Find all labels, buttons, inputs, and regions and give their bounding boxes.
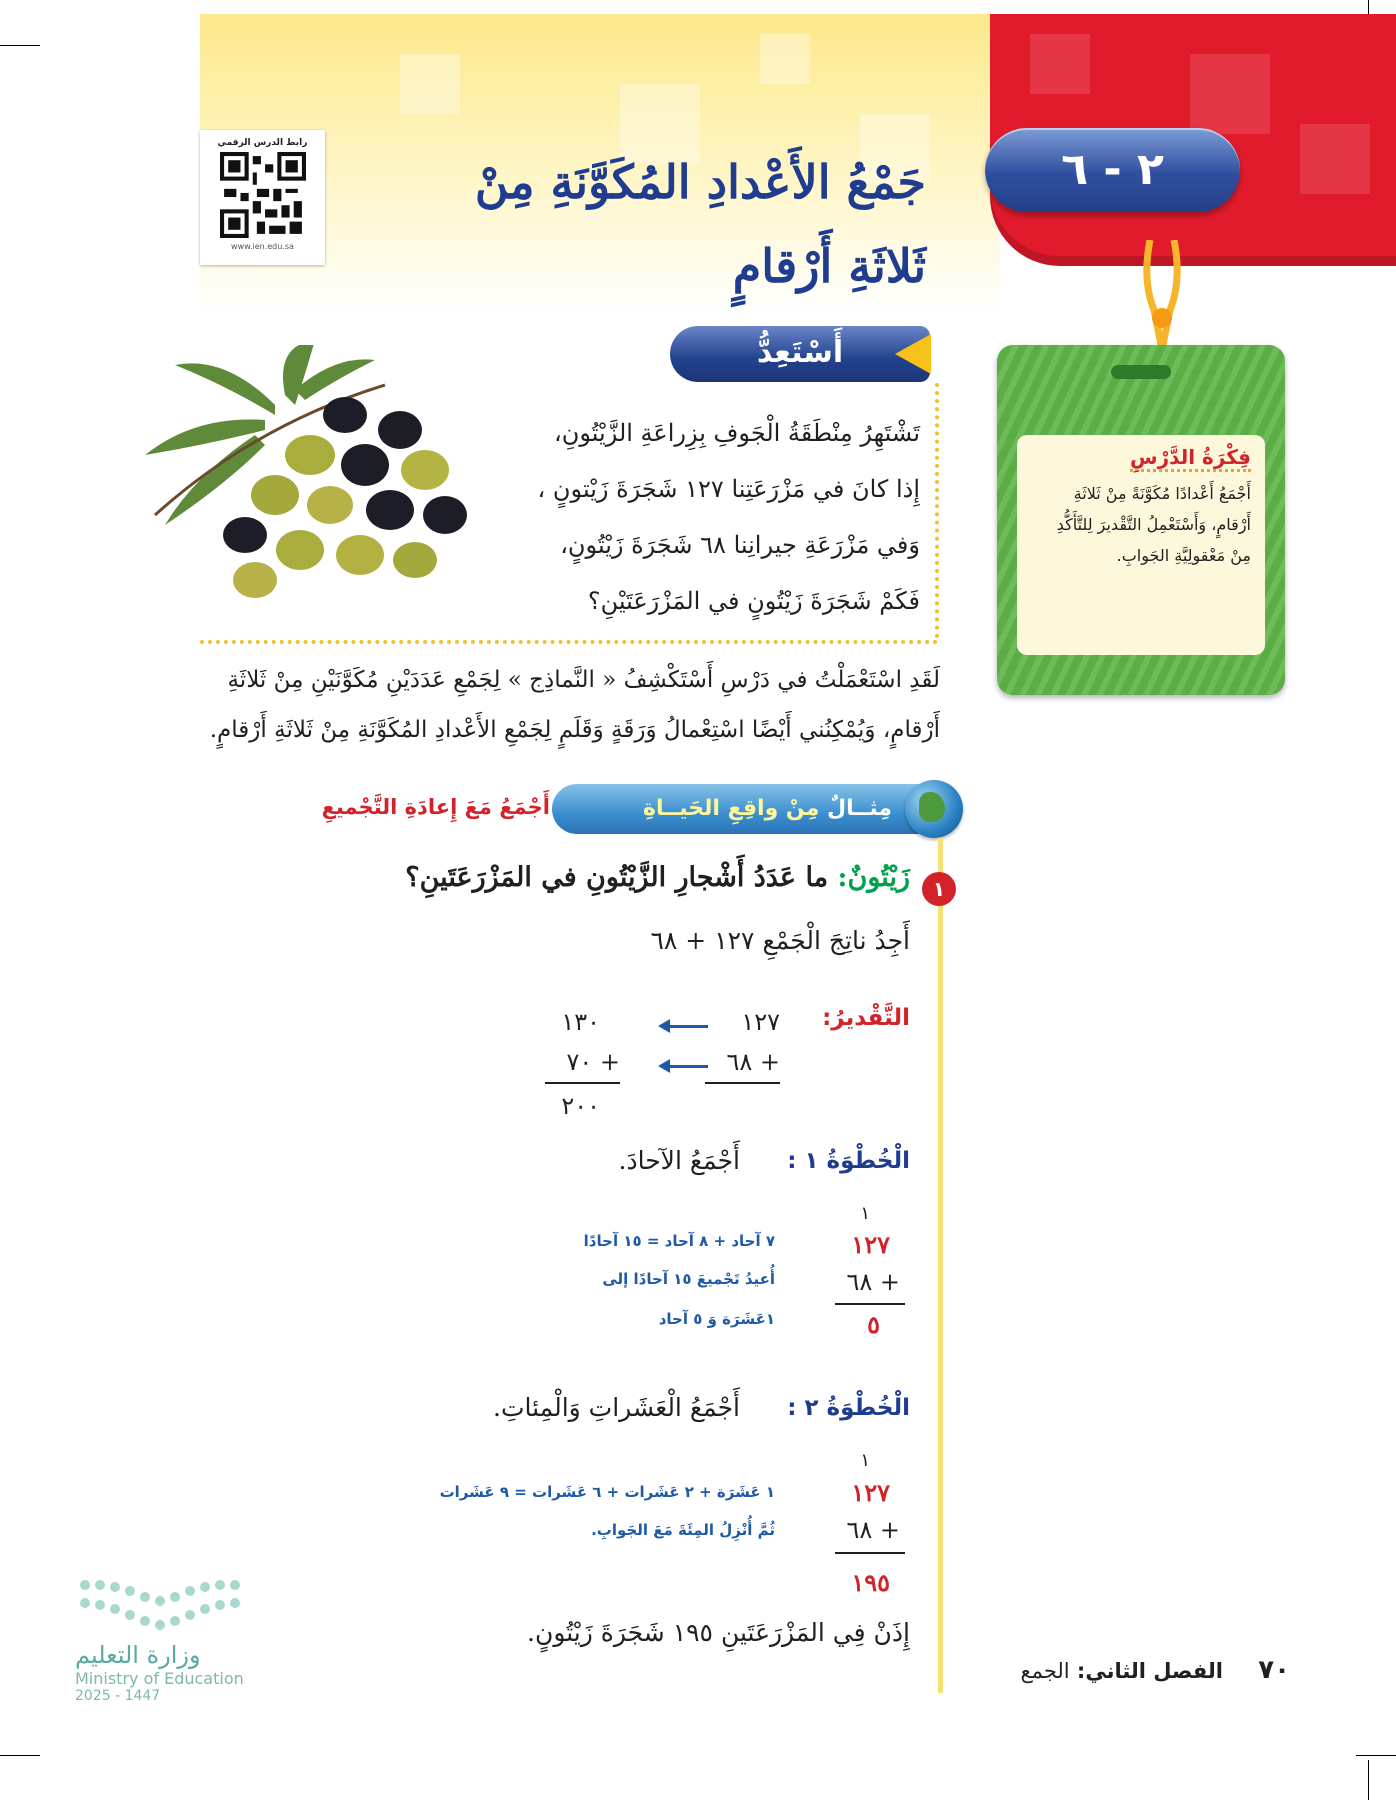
sum-rule [835, 1552, 905, 1554]
lesson-idea-title: فِكْرَةُ الدَّرْسِ [1130, 445, 1251, 472]
estimate-label: التَّقْديرُ: [822, 1005, 910, 1031]
arrow-left-icon [668, 1065, 708, 1068]
crop-mark [1356, 1755, 1396, 1756]
estimate-rounded-b: + ٧٠ [566, 1048, 620, 1076]
card-slot [1111, 365, 1171, 379]
qr-label: رابط الدرس الرقمي [217, 138, 308, 148]
sum-rule [835, 1303, 905, 1305]
crop-mark [0, 45, 40, 46]
estimate-b: + ٦٨ [726, 1048, 780, 1076]
step1-result: ٥ [867, 1310, 880, 1339]
crop-mark [1368, 1760, 1369, 1800]
qr-code-icon [220, 152, 306, 238]
intro-paragraph [200, 655, 940, 755]
ministry-logo [75, 1575, 275, 1704]
crop-mark [0, 1755, 40, 1756]
arrow-left-icon [668, 1025, 708, 1028]
page-footer [880, 1655, 1290, 1685]
estimate-rounded-a: ١٣٠ [561, 1008, 600, 1036]
olives-image [135, 345, 485, 605]
dotted-divider [935, 383, 939, 638]
qr-code-card[interactable] [200, 130, 325, 265]
step1-text: أَجْمَعُ الآحادَ. [618, 1146, 740, 1175]
ministry-logo-icon [75, 1575, 245, 1637]
step2-result: ١٩٥ [851, 1568, 890, 1597]
lesson-idea-card [997, 345, 1285, 695]
title-line-1: جَمْعُ الأَعْدادِ المُكَوَّنَةِ مِنْ [474, 155, 926, 209]
step2-carry: ١ [860, 1450, 870, 1471]
example-banner-main: مِثــالٌ [827, 796, 892, 821]
get-ready-text [470, 405, 920, 629]
step2-label: الْخُطْوَةُ ٢ : [787, 1395, 910, 1421]
ministry-name-en: Ministry of Education [75, 1669, 244, 1688]
dotted-divider [200, 640, 938, 644]
lesson-number-badge: ٢ - ٦ [985, 128, 1240, 212]
step2-text: أَجْمَعُ الْعَشَراتِ وَالْمِئاتِ. [493, 1393, 740, 1422]
title-line-2: ثَلاثَةِ أَرْقامٍ [732, 239, 926, 293]
estimate-a: ١٢٧ [741, 1008, 780, 1036]
example-margin-line [938, 838, 943, 1693]
intro-line: تَشْتَهِرُ مِنْطَقَةُ الْجَوفِ بِزِراعَةِ الزَّيْتُونِ، [554, 419, 920, 447]
step2-a: ١٢٧ [851, 1478, 890, 1507]
chapter-label: الفصل الثاني: [1076, 1659, 1223, 1683]
intro-line: إِذا كانَ في مَزْرَعَتِنا ١٢٧ شَجَرَةَ زَيْتونٍ ، [537, 475, 920, 503]
intro-line: وَفي مَزْرَعَةِ جيرانِنا ٦٨ شَجَرَةَ زَيْتُونٍ، [560, 531, 920, 559]
ministry-name-ar: وزارة التعليم [75, 1641, 201, 1669]
lesson-title [366, 140, 926, 308]
step1-b: + ٦٨ [846, 1268, 900, 1296]
step1-note: أُعيدُ تَجْميعَ ١٥ آحادًا إلى [602, 1270, 775, 1288]
chapter-title: الجمع [1020, 1659, 1070, 1683]
sum-rule [545, 1082, 620, 1084]
example-banner-sub: مِنْ واقِعِ الحَيــاةِ [643, 796, 820, 821]
step1-note: ١عَشَرَة وَ ٥ آحاد [658, 1310, 775, 1328]
example-banner [552, 784, 962, 834]
qr-url: www.ien.edu.sa [231, 242, 294, 251]
globe-icon [905, 780, 963, 838]
example-side-label: أَجْمَعُ مَعَ إِعادَةِ التَّجْميعِ [321, 795, 550, 819]
step2-b: + ٦٨ [846, 1516, 900, 1544]
triangle-icon [895, 334, 931, 374]
example-question [400, 862, 910, 893]
step2-note: ١ عَشَرَة + ٢ عَشَرات + ٦ عَشَرات = ٩ عَشَرات [439, 1483, 775, 1501]
page-number: ٧٠ [1258, 1655, 1290, 1685]
paragraph-line: أَرْقامٍ، وَيُمْكِنُني أَيْضًا اسْتِعْمالُ وَرَقَةٍ وَقَلَمٍ لِجَمْعِ الأَعْدادِ المُكَوَّنَةِ مِنْ ثَلاثَةِ أَرْقامٍ. [209, 717, 940, 743]
step2-note: ثُمَّ أُنْزِلُ المِئَةَ مَعَ الجَوابِ. [591, 1521, 775, 1539]
intro-line: فَكَمْ شَجَرَةَ زَيْتُونٍ في المَزْرَعَتَيْنِ؟ [587, 587, 920, 615]
conclusion-text: إِذَنْ فِي المَزْرَعَتَينِ ١٩٥ شَجَرَةَ زَيْتُونٍ. [527, 1618, 910, 1647]
sum-rule [705, 1082, 780, 1084]
paragraph-line: لَقَدِ اسْتَعْمَلْتُ في دَرْسِ أَسْتَكْشِفُ « النَّماذِج » لِجَمْعِ عَدَدَيْنِ مُكَوَّنَيْنِ مِنْ ثَلاثَةِ [227, 667, 940, 693]
example-keyword: زَيْتُونٌ: [837, 862, 910, 893]
step1-carry: ١ [860, 1203, 870, 1224]
lanyard-cord-icon [1140, 240, 1184, 360]
get-ready-banner: أَسْتَعِدُّ [670, 326, 930, 382]
lesson-idea-panel [1017, 435, 1265, 655]
example-find-text: أَجِدُ ناتِجَ الْجَمْعِ ١٢٧ + ٦٨ [650, 926, 910, 955]
estimate-sum: ٢٠٠ [561, 1092, 600, 1120]
step1-a: ١٢٧ [851, 1230, 890, 1259]
example-number-badge: ١ [922, 872, 956, 906]
example-question-text: ما عَدَدُ أَشْجارِ الزَّيْتُونِ في المَزْرَعَتَينِ؟ [405, 862, 829, 893]
ministry-year: 2025 - 1447 [75, 1688, 161, 1704]
step1-label: الْخُطْوَةُ ١ : [787, 1148, 910, 1174]
lesson-idea-body: أَجْمَعُ أَعْدادًا مُكَوَّنَةً مِنْ ثَلاثَةِ أَرْقامٍ، وَأَسْتَعْمِلُ التَّقْديرَ لِلتَّأَكُّدِ مِنْ مَعْقولِيَّةِ الجَوابِ. [1056, 484, 1251, 565]
step1-note: ٧ آحاد + ٨ آحاد = ١٥ آحادًا [583, 1232, 775, 1250]
